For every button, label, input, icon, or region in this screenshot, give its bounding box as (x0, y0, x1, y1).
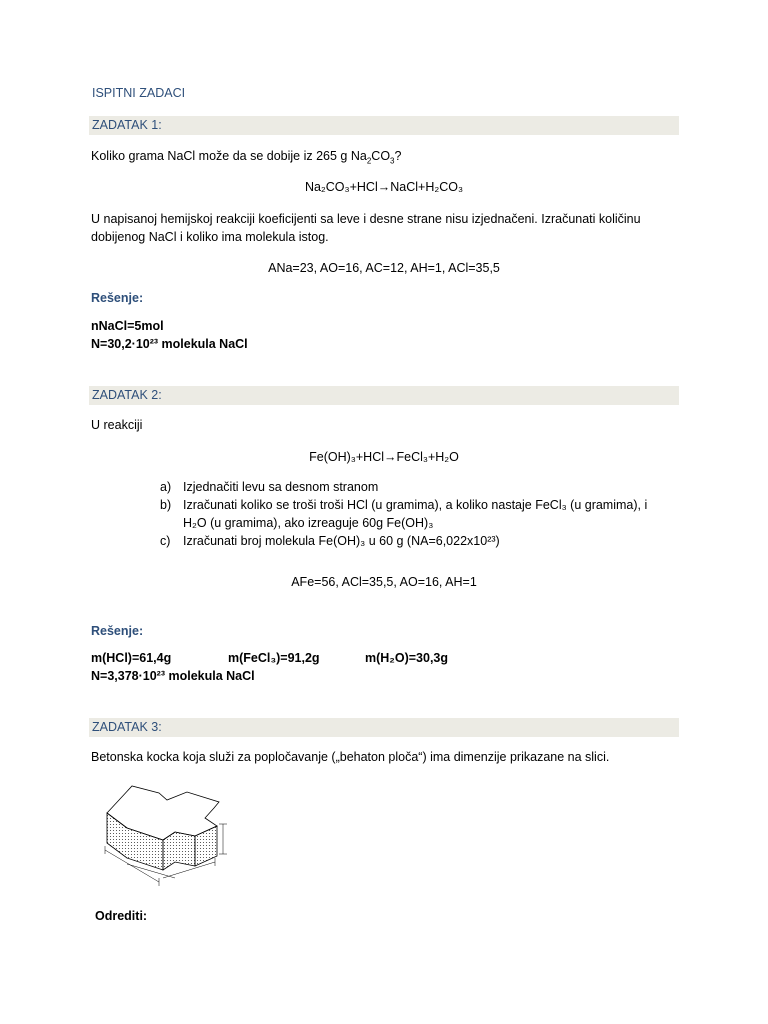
page-title: ISPITNI ZADACI (92, 86, 186, 100)
task1-text-line1: U napisanoj hemijskoj reakciji koeficijenti sa leve i desne strane nisu izjednačeni. Izračunati količinu (91, 212, 641, 226)
task1-solution-label: Rešenje: (91, 291, 144, 305)
task3-header-bar (89, 718, 679, 737)
task1-result-molecules: N=30,2·10²³ molekula NaCl (91, 337, 248, 351)
task1-title: ZADATAK 1: (92, 118, 162, 132)
task2-list-item-b (160, 497, 680, 533)
list-item-text: Izračunati broj molekula Fe(OH)₃ u 60 g (NA=6,022x10²³) (183, 534, 500, 548)
task3-title: ZADATAK 3: (92, 720, 162, 734)
task2-equation: Fe(OH)₃+HCl→FeCl₃+H₂O (309, 450, 459, 464)
task2-list-item-c (160, 533, 680, 551)
task2-intro: U reakciji (91, 418, 143, 432)
task2-atomic-masses: AFe=56, ACl=35,5, AO=16, AH=1 (291, 575, 477, 589)
task1-equation: Na₂CO₃+HCl→NaCl+H₂CO₃ (304, 180, 464, 194)
task2-list (160, 479, 680, 551)
task2-result-fecl3: m(FeCl₃)=91,2g (228, 651, 320, 665)
paving-block-figure (97, 778, 247, 896)
task1-result-n: nNaCl=5mol (91, 319, 164, 333)
list-marker: a) (160, 480, 172, 494)
task1-text-line2: dobijenog NaCl i koliko ima molekula istog. (91, 230, 329, 244)
list-marker: c) (160, 534, 171, 548)
task2-result-molecules: N=3,378·10²³ molekula NaCl (91, 669, 255, 683)
task2-list-item-a (160, 479, 680, 497)
task1-atomic-masses: ANa=23, AO=16, AC=12, AH=1, ACl=35,5 (268, 261, 500, 275)
task2-result-h2o: m(H₂O)=30,3g (365, 651, 449, 665)
task2-header-bar (89, 386, 679, 405)
list-item-text-cont: H₂O (u gramima), ako izreaguje 60g Fe(OH)₃ (183, 516, 434, 530)
task2-solution-label: Rešenje: (91, 624, 144, 638)
task3-odrediti: Odrediti: (95, 909, 148, 923)
task2-result-hcl: m(HCl)=61,4g (91, 651, 172, 665)
task3-text: Betonska kocka koja služi za popločavanje („behaton ploča“) ima dimenzije prikazane na slici. (91, 750, 610, 764)
list-marker: b) (160, 498, 172, 512)
task1-question: Koliko grama NaCl može da se dobije iz 265 g $Na_2CO_3$? (91, 149, 402, 166)
list-item-text: Izračunati koliko se troši troši HCl (u gramima), a koliko nastaje FeCl₃ (u gramima), i (183, 498, 648, 512)
task1-header-bar (89, 116, 679, 135)
task2-title: ZADATAK 2: (92, 388, 162, 402)
list-item-text: Izjednačiti levu sa desnom stranom (183, 480, 379, 494)
